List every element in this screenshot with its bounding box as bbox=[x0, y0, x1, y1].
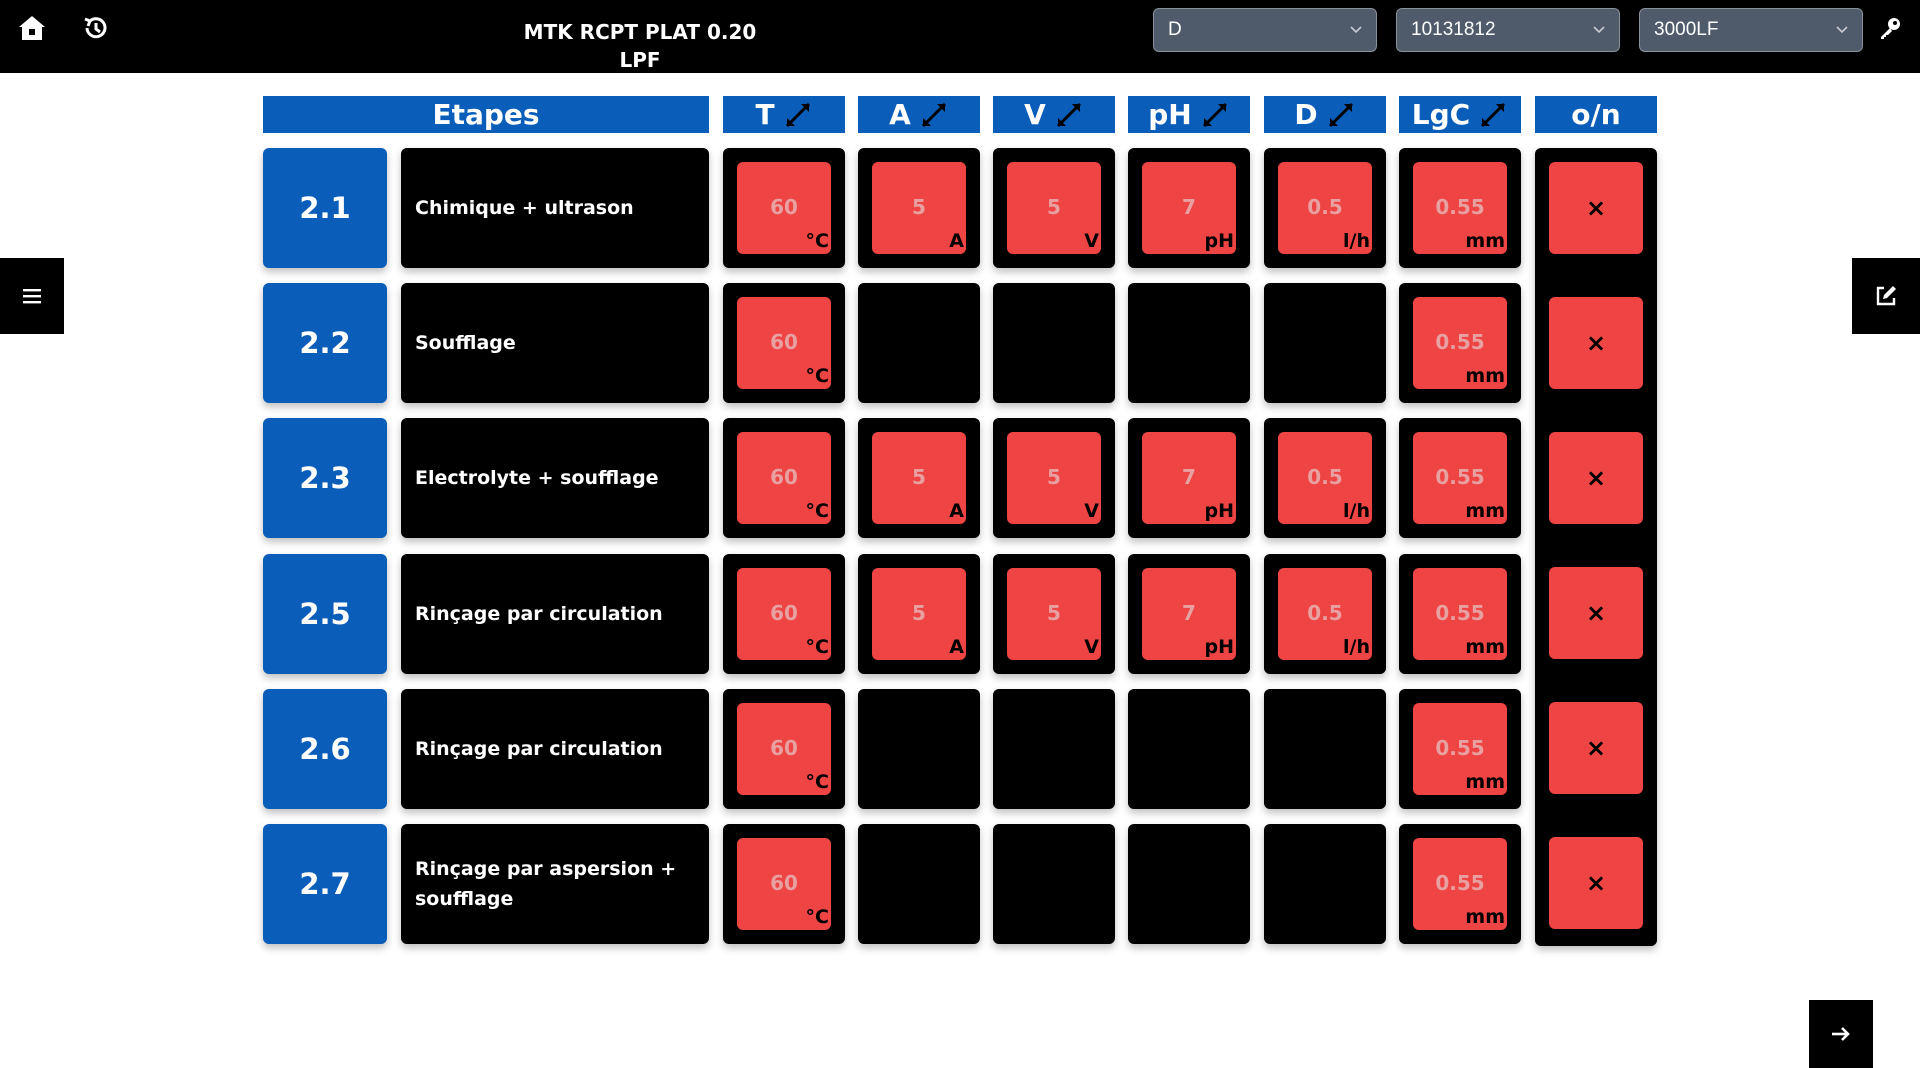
key-icon[interactable] bbox=[1860, 0, 1920, 56]
param-cell-V bbox=[993, 824, 1115, 944]
param-value-number: 0.55 bbox=[1435, 736, 1485, 760]
param-value-LgC[interactable] bbox=[1413, 838, 1507, 930]
param-unit: mm bbox=[1465, 636, 1505, 658]
param-cell-V bbox=[993, 689, 1115, 809]
param-value-number: 5 bbox=[1047, 601, 1061, 625]
step-name-label: Chimique + ultrason bbox=[415, 197, 634, 219]
param-value-pH[interactable] bbox=[1142, 568, 1236, 660]
menu-icon bbox=[23, 288, 41, 304]
close-icon: × bbox=[1585, 464, 1607, 492]
param-unit: mm bbox=[1465, 500, 1505, 522]
param-value-number: 0.55 bbox=[1435, 871, 1485, 895]
param-unit: °C bbox=[805, 230, 829, 252]
param-value-pH[interactable] bbox=[1142, 432, 1236, 524]
top-bar bbox=[0, 0, 1920, 73]
param-unit: A bbox=[949, 500, 964, 522]
param-value-number: 0.5 bbox=[1307, 465, 1343, 489]
param-value-LgC[interactable] bbox=[1413, 432, 1507, 524]
param-value-A[interactable] bbox=[872, 568, 966, 660]
param-value-T[interactable] bbox=[737, 432, 831, 524]
step-name bbox=[401, 418, 709, 538]
step-name bbox=[401, 554, 709, 674]
expand-icon bbox=[1054, 100, 1084, 130]
param-value-number: 0.55 bbox=[1435, 601, 1485, 625]
expand-icon bbox=[1200, 100, 1230, 130]
param-cell-D bbox=[1264, 554, 1386, 674]
param-value-number: 0.55 bbox=[1435, 195, 1485, 219]
param-cell-T bbox=[723, 554, 845, 674]
table-row bbox=[263, 148, 1658, 268]
param-cell-A bbox=[858, 148, 980, 268]
close-icon: × bbox=[1585, 329, 1607, 357]
param-value-number: 60 bbox=[770, 736, 798, 760]
header-on-label: o/n bbox=[1571, 98, 1621, 131]
param-cell-LgC bbox=[1399, 689, 1521, 809]
param-unit: °C bbox=[805, 771, 829, 793]
param-cell-pH bbox=[1128, 689, 1250, 809]
table-row bbox=[263, 689, 1658, 809]
close-icon: × bbox=[1585, 869, 1607, 897]
param-value-number: 60 bbox=[770, 195, 798, 219]
header-T[interactable] bbox=[723, 96, 845, 133]
param-cell-V bbox=[993, 554, 1115, 674]
param-unit: mm bbox=[1465, 906, 1505, 928]
step-number[interactable]: 2.1 bbox=[263, 148, 387, 268]
header-etapes bbox=[263, 96, 709, 133]
header-etapes-label: Etapes bbox=[432, 98, 540, 131]
edit-icon bbox=[1875, 285, 1897, 307]
param-cell-D bbox=[1264, 283, 1386, 403]
param-value-T[interactable] bbox=[737, 703, 831, 795]
param-cell-A bbox=[858, 554, 980, 674]
select-program-value: 3000LF bbox=[1654, 19, 1719, 40]
param-value-number: 7 bbox=[1182, 195, 1196, 219]
header-D-label: D bbox=[1294, 98, 1318, 131]
param-cell-LgC bbox=[1399, 418, 1521, 538]
param-value-number: 5 bbox=[1047, 195, 1061, 219]
param-value-A[interactable] bbox=[872, 432, 966, 524]
header-A[interactable] bbox=[858, 96, 980, 133]
param-value-number: 7 bbox=[1182, 601, 1196, 625]
param-cell-A bbox=[858, 689, 980, 809]
history-icon[interactable] bbox=[64, 0, 128, 56]
param-unit: °C bbox=[805, 500, 829, 522]
param-value-D[interactable] bbox=[1278, 162, 1372, 254]
expand-icon bbox=[919, 100, 949, 130]
param-unit: pH bbox=[1204, 636, 1234, 658]
header-LgC-label: LgC bbox=[1411, 98, 1471, 131]
menu-button[interactable] bbox=[0, 258, 64, 334]
param-unit: pH bbox=[1204, 500, 1234, 522]
edit-button[interactable] bbox=[1852, 258, 1920, 334]
param-cell-D bbox=[1264, 148, 1386, 268]
param-unit: V bbox=[1084, 500, 1099, 522]
param-cell-pH bbox=[1128, 418, 1250, 538]
param-cell-LgC bbox=[1399, 824, 1521, 944]
param-cell-T bbox=[723, 283, 845, 403]
param-unit: °C bbox=[805, 636, 829, 658]
param-unit: mm bbox=[1465, 230, 1505, 252]
param-unit: l/h bbox=[1343, 230, 1370, 252]
header-D[interactable] bbox=[1264, 96, 1386, 133]
param-unit: pH bbox=[1204, 230, 1234, 252]
param-cell-LgC bbox=[1399, 554, 1521, 674]
param-cell-pH bbox=[1128, 554, 1250, 674]
select-line-value: D bbox=[1168, 19, 1182, 40]
step-number[interactable]: 2.7 bbox=[263, 824, 387, 944]
param-cell-T bbox=[723, 689, 845, 809]
param-cell-A bbox=[858, 824, 980, 944]
close-icon: × bbox=[1585, 194, 1607, 222]
expand-icon bbox=[783, 100, 813, 130]
step-name-label: Electrolyte + soufflage bbox=[415, 467, 659, 489]
select-reference-value: 10131812 bbox=[1411, 19, 1496, 40]
page-title: MTK RCPT PLAT 0.20 LPF bbox=[523, 20, 757, 72]
param-value-LgC[interactable] bbox=[1413, 297, 1507, 389]
param-value-number: 5 bbox=[1047, 465, 1061, 489]
home-icon[interactable] bbox=[0, 0, 64, 56]
header-A-label: A bbox=[889, 98, 911, 131]
step-number[interactable]: 2.6 bbox=[263, 689, 387, 809]
param-value-number: 0.55 bbox=[1435, 465, 1485, 489]
param-unit: l/h bbox=[1343, 500, 1370, 522]
step-name-label: Soufflage bbox=[415, 332, 516, 354]
param-cell-V bbox=[993, 418, 1115, 538]
param-unit: mm bbox=[1465, 771, 1505, 793]
param-value-number: 60 bbox=[770, 465, 798, 489]
param-value-number: 0.5 bbox=[1307, 195, 1343, 219]
param-value-D[interactable] bbox=[1278, 432, 1372, 524]
table-row bbox=[263, 418, 1658, 538]
close-icon: × bbox=[1585, 599, 1607, 627]
param-value-number: 60 bbox=[770, 871, 798, 895]
param-cell-LgC bbox=[1399, 148, 1521, 268]
param-value-D[interactable] bbox=[1278, 568, 1372, 660]
header-V-label: V bbox=[1024, 98, 1046, 131]
select-reference[interactable] bbox=[1396, 8, 1620, 52]
expand-icon bbox=[1326, 100, 1356, 130]
param-value-T[interactable] bbox=[737, 162, 831, 254]
table-row bbox=[263, 554, 1658, 674]
step-name-label: Rinçage par circulation bbox=[415, 603, 663, 625]
step-name bbox=[401, 824, 709, 944]
param-cell-pH bbox=[1128, 148, 1250, 268]
step-number[interactable]: 2.2 bbox=[263, 283, 387, 403]
param-unit: A bbox=[949, 230, 964, 252]
step-name bbox=[401, 283, 709, 403]
step-number[interactable]: 2.5 bbox=[263, 554, 387, 674]
table-row bbox=[263, 824, 1658, 944]
param-unit: mm bbox=[1465, 365, 1505, 387]
header-pH-label: pH bbox=[1148, 98, 1192, 131]
header-T-label: T bbox=[755, 98, 775, 131]
param-value-number: 5 bbox=[912, 601, 926, 625]
select-line[interactable] bbox=[1153, 8, 1377, 52]
param-cell-T bbox=[723, 824, 845, 944]
param-unit: V bbox=[1084, 230, 1099, 252]
close-icon: × bbox=[1585, 734, 1607, 762]
step-name-label: Rinçage par aspersion + soufflage bbox=[415, 858, 677, 910]
param-value-number: 0.55 bbox=[1435, 330, 1485, 354]
param-value-LgC[interactable] bbox=[1413, 162, 1507, 254]
step-name bbox=[401, 148, 709, 268]
param-value-pH[interactable] bbox=[1142, 162, 1236, 254]
param-value-T[interactable] bbox=[737, 297, 831, 389]
param-unit: °C bbox=[805, 365, 829, 387]
param-cell-T bbox=[723, 418, 845, 538]
arrow-right-icon bbox=[1831, 1026, 1851, 1042]
param-value-A[interactable] bbox=[872, 162, 966, 254]
param-cell-pH bbox=[1128, 824, 1250, 944]
header-V[interactable] bbox=[993, 96, 1115, 133]
next-button[interactable] bbox=[1809, 1000, 1873, 1068]
param-cell-V bbox=[993, 283, 1115, 403]
param-value-number: 60 bbox=[770, 330, 798, 354]
param-value-T[interactable] bbox=[737, 568, 831, 660]
header-on bbox=[1535, 96, 1657, 133]
chevron-down-icon bbox=[1593, 26, 1605, 34]
step-name-label: Rinçage par circulation bbox=[415, 738, 663, 760]
step-name bbox=[401, 689, 709, 809]
chevron-down-icon bbox=[1350, 26, 1362, 34]
param-value-LgC[interactable] bbox=[1413, 568, 1507, 660]
param-value-number: 5 bbox=[912, 465, 926, 489]
param-cell-LgC bbox=[1399, 283, 1521, 403]
param-value-V[interactable] bbox=[1007, 432, 1101, 524]
param-value-V[interactable] bbox=[1007, 568, 1101, 660]
header-LgC[interactable] bbox=[1399, 96, 1521, 133]
param-cell-V bbox=[993, 148, 1115, 268]
param-cell-A bbox=[858, 418, 980, 538]
param-value-number: 60 bbox=[770, 601, 798, 625]
table-row bbox=[263, 283, 1658, 403]
header-pH[interactable] bbox=[1128, 96, 1250, 133]
param-value-number: 7 bbox=[1182, 465, 1196, 489]
param-cell-T bbox=[723, 148, 845, 268]
param-unit: A bbox=[949, 636, 964, 658]
param-unit: V bbox=[1084, 636, 1099, 658]
param-value-V[interactable] bbox=[1007, 162, 1101, 254]
param-value-number: 5 bbox=[912, 195, 926, 219]
expand-icon bbox=[1478, 100, 1508, 130]
param-value-T[interactable] bbox=[737, 838, 831, 930]
param-cell-A bbox=[858, 283, 980, 403]
select-program[interactable] bbox=[1639, 8, 1863, 52]
param-unit: l/h bbox=[1343, 636, 1370, 658]
param-cell-D bbox=[1264, 824, 1386, 944]
param-unit: °C bbox=[805, 906, 829, 928]
param-value-number: 0.5 bbox=[1307, 601, 1343, 625]
param-value-LgC[interactable] bbox=[1413, 703, 1507, 795]
param-cell-D bbox=[1264, 418, 1386, 538]
param-cell-pH bbox=[1128, 283, 1250, 403]
chevron-down-icon bbox=[1836, 26, 1848, 34]
step-number[interactable]: 2.3 bbox=[263, 418, 387, 538]
param-cell-D bbox=[1264, 689, 1386, 809]
